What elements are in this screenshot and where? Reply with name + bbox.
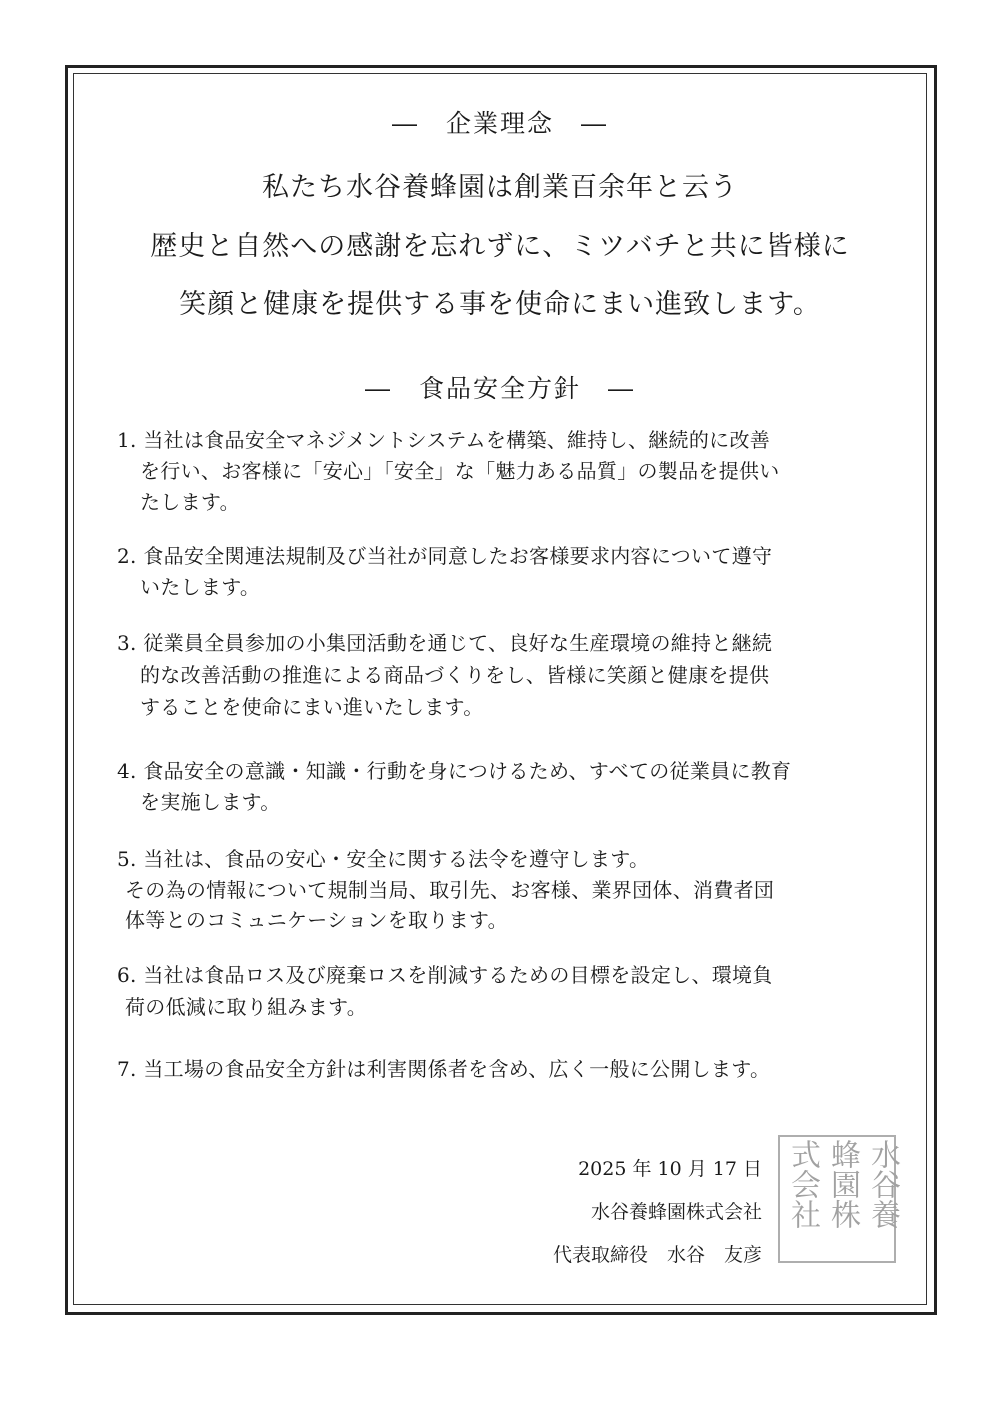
policy-title: ― 食品安全方針 ― bbox=[364, 374, 635, 403]
policy-item-2-cont: いたします。 bbox=[140, 575, 261, 599]
policy-item-7: 7. 当工場の食品安全方針は利害関係者を含め、広く一般に公開します。 bbox=[117, 1057, 771, 1081]
policy-item-1-cont: を行い、お客様に「安心」「安全」な「魅力ある品質」の製品を提供い bbox=[140, 459, 780, 483]
policy-item-1: 1. 当社は食品安全マネジメントシステムを構築、維持し、継続的に改善 bbox=[117, 428, 771, 452]
policy-item-2: 2. 食品安全関連法規制及び当社が同意したお客様要求内容について遵守 bbox=[117, 544, 773, 568]
policy-item-4: 4. 食品安全の意識・知識・行動を身につけるため、すべての従業員に教育 bbox=[117, 759, 792, 783]
policy-item-6-cont: 荷の低減に取り組みます。 bbox=[125, 995, 367, 1019]
philosophy-line: 笑顔と健康を提供する事を使命にまい進致します。 bbox=[179, 289, 821, 320]
philosophy-line: 歴史と自然への感謝を忘れずに、ミツバチと共に皆様に bbox=[150, 231, 850, 262]
policy-item-5-cont: その為の情報について規制当局、取引先、お客様、業界団体、消費者団 bbox=[125, 878, 775, 902]
seal-column: 式会社 bbox=[785, 1139, 820, 1229]
policy-item-3-cont: することを使命にまい進いたします。 bbox=[140, 695, 484, 719]
company-seal-stamp bbox=[778, 1135, 900, 1263]
signature-date: 2025 年 10 月 17 日 bbox=[578, 1158, 762, 1180]
seal-column: 水谷養 bbox=[865, 1139, 900, 1229]
policy-item-3: 3. 従業員全員参加の小集団活動を通じて、良好な生産環境の維持と継続 bbox=[117, 631, 773, 655]
policy-item-6: 6. 当社は食品ロス及び廃棄ロスを削減するための目標を設定し、環境負 bbox=[117, 963, 773, 987]
policy-item-1-cont: たします。 bbox=[140, 490, 240, 514]
policy-item-5-cont: 体等とのコミュニケーションを取ります。 bbox=[125, 908, 508, 932]
philosophy-title: ― 企業理念 ― bbox=[391, 109, 608, 138]
policy-item-3-cont: 的な改善活動の推進による商品づくりをし、皆様に笑顔と健康を提供 bbox=[140, 663, 770, 687]
philosophy-line: 私たち水谷養蜂園は創業百余年と云う bbox=[262, 172, 738, 203]
signature-company: 水谷養蜂園株式会社 bbox=[590, 1201, 762, 1223]
signature-representative: 代表取締役 水谷 友彦 bbox=[552, 1244, 762, 1266]
seal-column: 蜂園株 bbox=[825, 1139, 860, 1229]
policy-item-4-cont: を実施します。 bbox=[140, 790, 281, 814]
policy-item-5: 5. 当社は、食品の安心・安全に関する法令を遵守します。 bbox=[117, 847, 650, 871]
